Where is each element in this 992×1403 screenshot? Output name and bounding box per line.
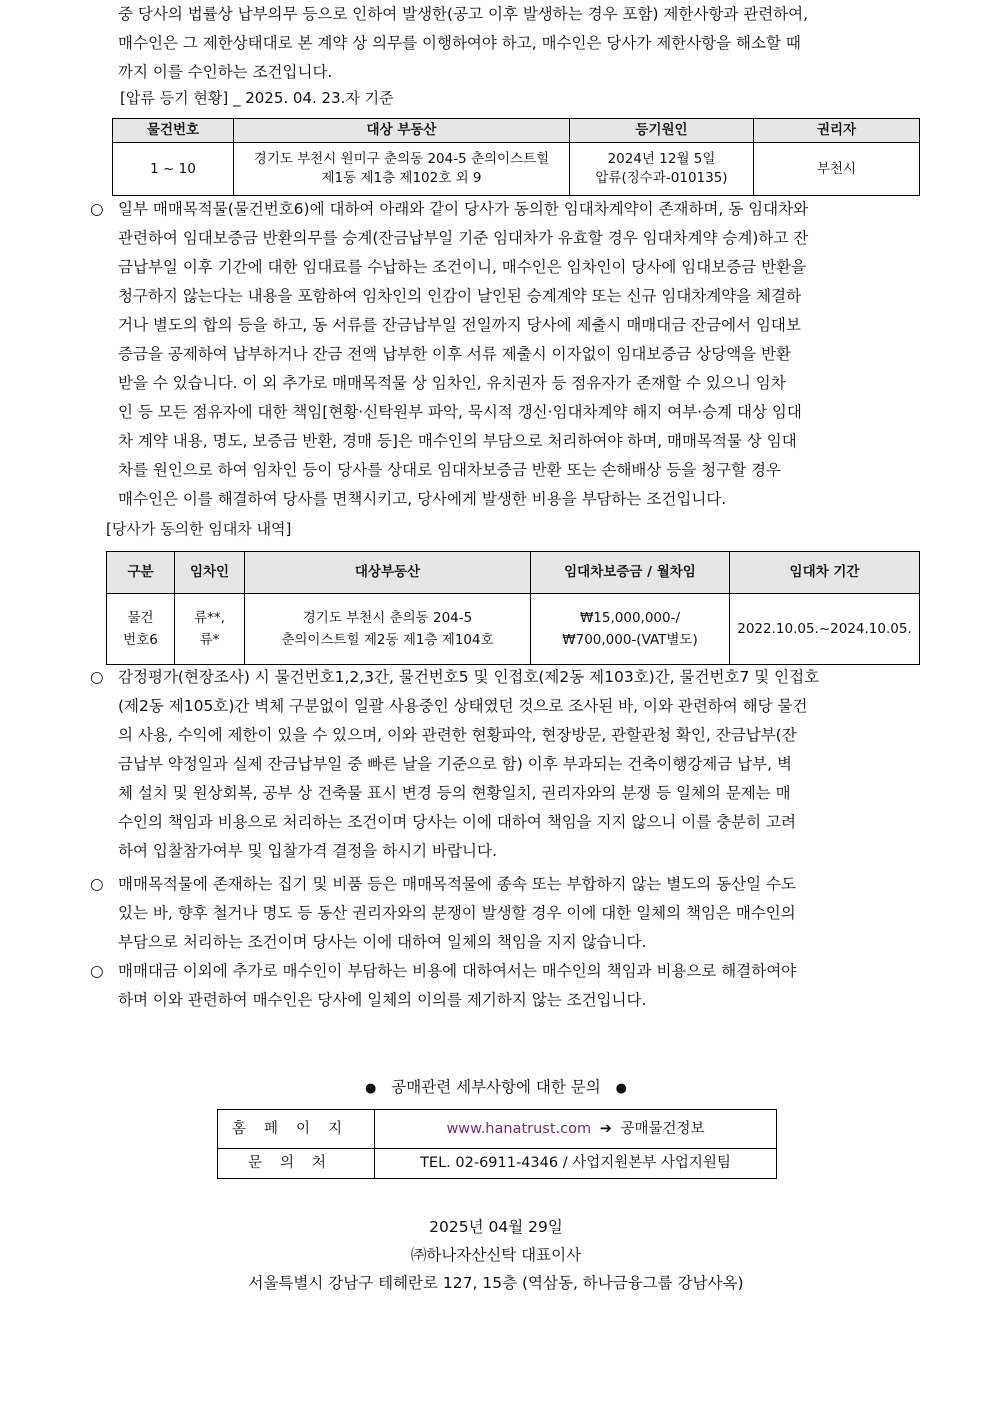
- wall-notice-bullet: [90, 663, 922, 866]
- lease-header-period: 임대차 기간: [730, 552, 920, 594]
- bullet-line: (제2동 제105호)간 벽체 구분없이 일괄 사용중인 상태였던 것으로 조사된 바, 이와 관련하여 해당 물건: [118, 697, 808, 715]
- lease-tenant-line1: 류**,: [194, 610, 225, 626]
- bullet-line: 관련하여 임대보증금 반환의무를 승계(잔금납부일 기준 임대차가 유효할 경우 임대차계약 승계)하고 잔: [118, 229, 809, 247]
- lease-property-line2: 춘의이스트힐 제2동 제1층 제104호: [281, 632, 494, 648]
- table-row: [218, 1149, 777, 1179]
- bullet-line: 하며 이와 관련하여 매수인은 당사에 일체의 이의를 제기하지 않는 조건입니다.: [118, 991, 647, 1009]
- table-row: [107, 594, 920, 665]
- bullet-line: 감정평가(현장조사) 시 물건번호1,2,3간, 물건번호5 및 인접호(제2동 제103호)간, 물건번호7 및 인접호: [118, 668, 820, 686]
- table-row: [113, 143, 920, 196]
- bullet-marker: ○: [90, 200, 104, 218]
- bullet-line: 수인의 책임과 비용으로 처리하는 조건이며 당사는 이에 대하여 책임을 지지 않으니 이를 충분히 고려: [118, 813, 796, 831]
- lease-label: [당사가 동의한 임대차 내역]: [106, 520, 292, 538]
- bullet-line: 청구하지 않는다는 내용을 포함하여 임차인의 인감이 날인된 승계계약 또는 신규 임대차계약을 체결하: [118, 287, 802, 305]
- lease-deposit-line1: ₩15,000,000-/: [579, 610, 681, 626]
- lease-tenant: [175, 594, 245, 665]
- lease-property-line1: 경기도 부천시 춘의동 204-5: [302, 610, 473, 626]
- contact-table: [217, 1109, 777, 1179]
- homepage-cell: [375, 1110, 777, 1149]
- bullet-line: 일부 매매목적물(물건번호6)에 대하여 아래와 같이 당사가 동의한 임대차계약이 존재하며, 동 임대차와: [118, 200, 809, 218]
- arrow-right-icon: ➔: [599, 1120, 612, 1137]
- bullet-line: 인 등 모든 점유자에 대한 책임[현황·신탁원부 파악, 묵시적 갱신·임대차계약 해지 여부·승계 대상 임대: [118, 403, 802, 421]
- bullet-line: 부담으로 처리하는 조건이며 당사는 이에 대하여 일체의 책임을 지지 않습니다.: [118, 933, 647, 951]
- seizure-cause-line2: 압류(징수과-010135): [595, 170, 728, 186]
- bullet-line: 거나 별도의 합의 등을 하고, 동 서류를 잔금납부일 전일까지 당사에 제출시 매매대금 잔금에서 임대보: [118, 316, 801, 334]
- bullet-line: 차 계약 내용, 명도, 보증금 반환, 경매 등]은 매수인의 부담으로 처리하여야 하며, 매매목적물 상 임대: [118, 432, 797, 450]
- lease-notice-bullet: [90, 195, 922, 514]
- seizure-cause-line1: 2024년 12월 5일: [607, 151, 716, 167]
- homepage-label: 홈페이지: [218, 1110, 375, 1149]
- lease-property: [245, 594, 531, 665]
- lease-tenant-line2: 류*: [199, 632, 220, 648]
- lease-deposit: [531, 594, 730, 665]
- lease-category-line1: 물건: [127, 610, 154, 626]
- seizure-property-line1: 경기도 부천시 원미구 춘의동 204-5 춘의이스트힐: [253, 151, 550, 167]
- intro-line: 중 당사의 법률상 납부의무 등으로 인하여 발생한(공고 이후 발생하는 경우 포함) 제한사항과 관련하여,: [118, 5, 809, 23]
- contact-title-text: 공매관련 세부사항에 대한 문의: [391, 1078, 601, 1096]
- bullet-line: 증금을 공제하여 납부하거나 잔금 전액 납부한 이후 서류 제출시 이자없이 임대보증금 상당액을 반환: [118, 345, 792, 363]
- lease-header-category: 구분: [107, 552, 175, 594]
- seizure-header-item-no: 물건번호: [113, 119, 234, 143]
- intro-paragraph: [118, 0, 920, 87]
- fixtures-notice-bullet: [90, 870, 922, 957]
- costs-notice-bullet: [90, 957, 922, 1015]
- bullet-line: 금납부일 이후 기간에 대한 임대료를 수납하는 조건이니, 매수인은 임차인이 당사에 임대보증금 반환을: [118, 258, 806, 276]
- intro-line: 매수인은 그 제한상태대로 본 계약 상 의무를 이행하여야 하고, 매수인은 당사가 제한사항을 해소할 때: [118, 34, 801, 52]
- seizure-holder: 부천시: [754, 143, 920, 196]
- seizure-header-cause: 등기원인: [570, 119, 754, 143]
- seizure-property-line2: 제1동 제1층 제102호 외 9: [321, 170, 482, 186]
- bullet-dot-icon: ●: [365, 1081, 377, 1096]
- lease-period: 2022.10.05.~2024.10.05.: [730, 594, 920, 665]
- homepage-destination: 공매물건정보: [620, 1120, 705, 1137]
- inquiry-value: TEL. 02-6911-4346 / 사업지원본부 사업지원팀: [375, 1149, 777, 1179]
- lease-category: [107, 594, 175, 665]
- bullet-line: 금납부 약정일과 실제 잔금납부일 중 빠른 날을 기준으로 함) 이후 부과되는 건축이행강제금 납부, 벽: [118, 755, 792, 773]
- seizure-cause: [570, 143, 754, 196]
- bullet-line: 차를 원인으로 하여 임차인 등이 당사를 상대로 임대차보증금 반환 또는 손해배상 등을 청구할 경우: [118, 461, 781, 479]
- bullet-marker: ○: [90, 962, 104, 980]
- bullet-line: 의 사용, 수익에 제한이 있을 수 있으며, 이와 관련한 현황파악, 현장방문, 관할관청 확인, 잔금납부(잔: [118, 726, 797, 744]
- lease-deposit-line2: ₩700,000-(VAT별도): [562, 632, 698, 648]
- bullet-dot-icon: ●: [615, 1081, 627, 1096]
- seizure-label: [압류 등기 현황] _ 2025. 04. 23.자 기준: [120, 89, 394, 107]
- bullet-line: 매수인은 이를 해결하여 당사를 면책시키고, 당사에게 발생한 비용을 부담하는 조건입니다.: [118, 490, 727, 508]
- lease-header-tenant: 임차인: [175, 552, 245, 594]
- company-address: 서울특별시 강남구 테헤란로 127, 15층 (역삼동, 하나금융그룹 강남사옥): [248, 1274, 744, 1292]
- bullet-line: 체 설치 및 원상회복, 공부 상 건축물 표시 변경 등의 현황일치, 권리자와의 분쟁 등 일체의 문제는 매: [118, 784, 791, 802]
- bullet-line: 있는 바, 향후 철거나 명도 등 동산 권리자와의 분쟁이 발생할 경우 이에 대한 일체의 책임은 매수인의: [118, 904, 796, 922]
- lease-category-line2: 번호6: [123, 632, 158, 648]
- lease-table: [106, 551, 920, 665]
- intro-line: 까지 이를 수인하는 조건입니다.: [118, 63, 333, 81]
- seizure-table: [112, 118, 920, 196]
- bullet-line: 매매대금 이외에 추가로 매수인이 부담하는 비용에 대하여서는 매수인의 책임과 비용으로 해결하여야: [118, 962, 797, 980]
- seizure-header-holder: 권리자: [754, 119, 920, 143]
- bullet-line: 하여 입찰참가여부 및 입찰가격 결정을 하시기 바랍니다.: [118, 842, 497, 860]
- seizure-property: [234, 143, 570, 196]
- homepage-link[interactable]: www.hanatrust.com: [446, 1120, 592, 1137]
- inquiry-label: 문의처: [218, 1149, 375, 1179]
- lease-header-property: 대상부동산: [245, 552, 531, 594]
- company-name: ㈜하나자산신탁 대표이사: [410, 1246, 582, 1264]
- bullet-marker: ○: [90, 875, 104, 893]
- table-row: [218, 1110, 777, 1149]
- seizure-header-property: 대상 부동산: [234, 119, 570, 143]
- issue-date: 2025년 04월 29일: [429, 1218, 563, 1236]
- lease-header-deposit: 임대차보증금 / 월차임: [531, 552, 730, 594]
- bullet-line: 받을 수 있습니다. 이 외 추가로 매매목적물 상 임차인, 유치권자 등 점유자가 존재할 수 있으니 임차: [118, 374, 786, 392]
- bullet-line: 매매목적물에 존재하는 집기 및 비품 등은 매매목적물에 종속 또는 부합하지 않는 별도의 동산일 수도: [118, 875, 796, 893]
- seizure-item-no: 1 ~ 10: [113, 143, 234, 196]
- contact-title: [0, 1076, 992, 1100]
- bullet-marker: ○: [90, 668, 104, 686]
